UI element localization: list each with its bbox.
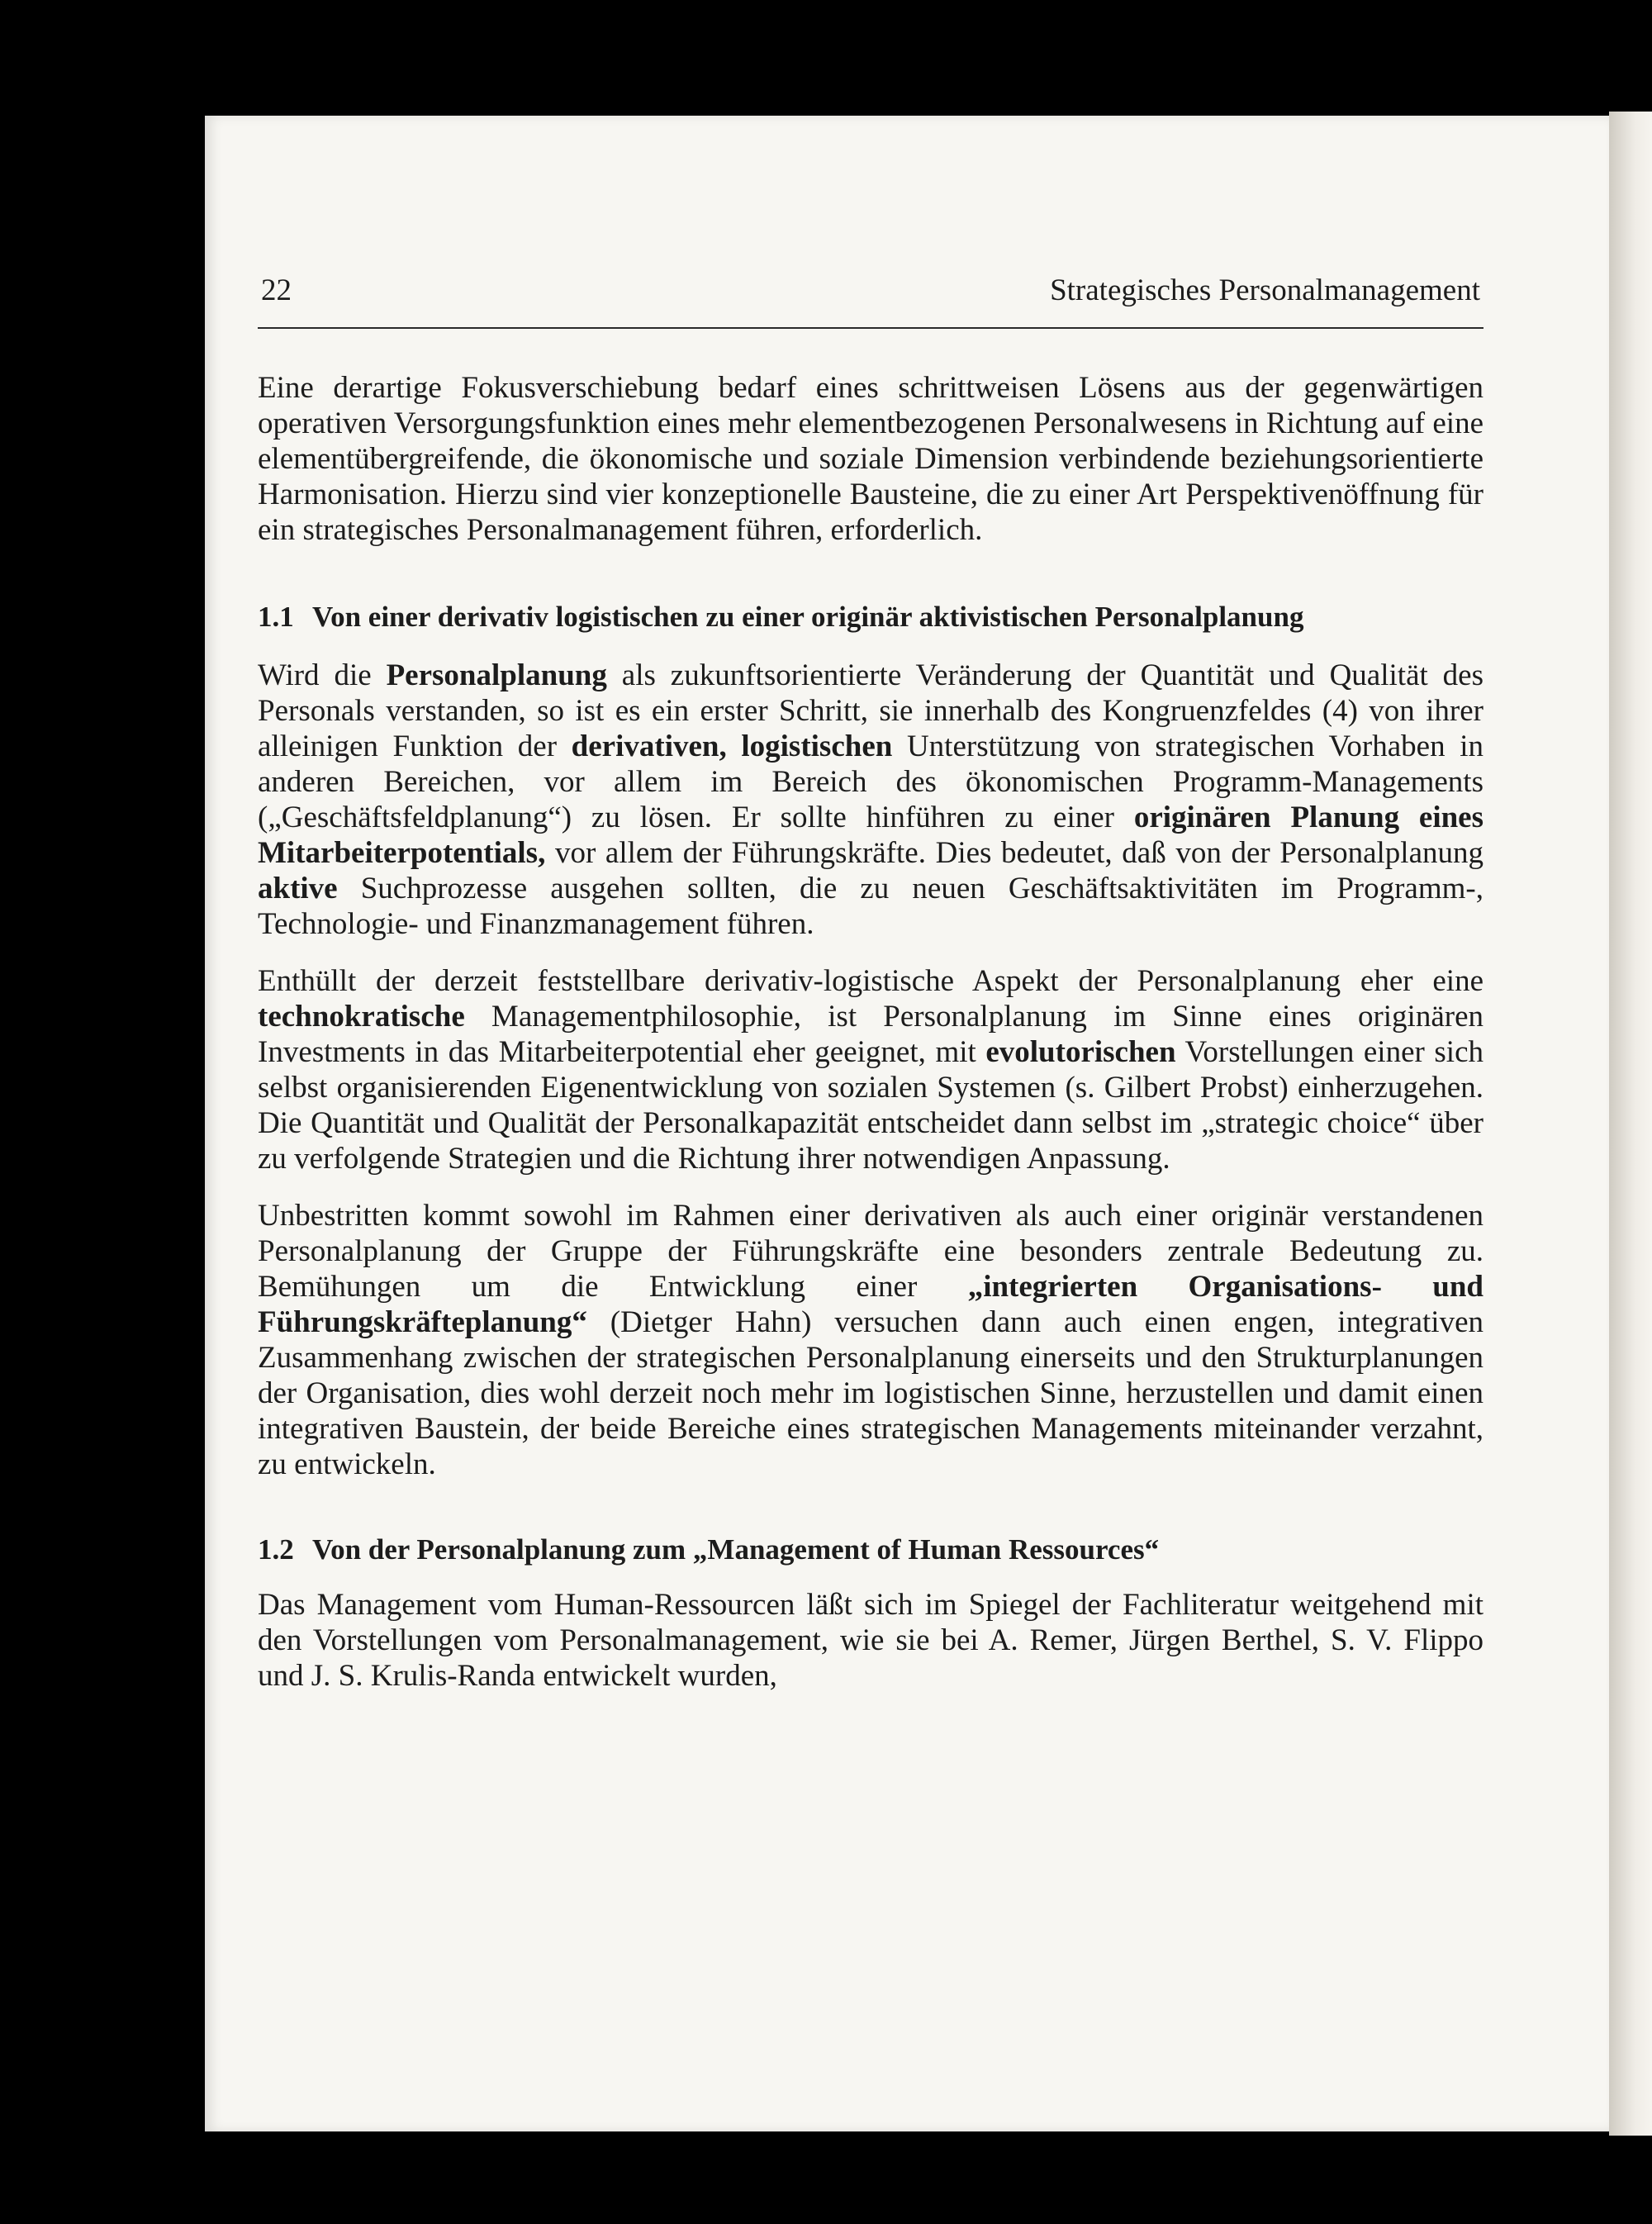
- bold-term: technokratische: [258, 1000, 465, 1034]
- text-run: Suchprozesse ausgehen sollten, die zu neuen Geschäftsaktivitäten im Programm-, Technologie- und Finanzmanagement führen.: [258, 872, 1483, 941]
- bold-term: derivativen, logistischen: [571, 729, 893, 763]
- text-run: Vorstellungen einer sich selbst organisierenden Eigenentwicklung von sozialen Systemen (s. Gilbert Probst) einherzugehen. Die Quantität und Qualität der Personalkapazität entscheidet dann selbst im „strategic choice“ über zu verfolgende Strategien und die Richtung ihrer notwendigen Anpassung.: [258, 1035, 1483, 1176]
- text-run: Unbestritten kommt sowohl im Rahmen einer derivativen als auch einer originär verstandenen Personalplanung der Gruppe der Führungskräfte eine besonders zentrale Bedeutung zu. Bemühungen um die Entwicklung einer: [258, 1199, 1483, 1304]
- section-heading-1-2: [258, 1532, 1483, 1567]
- text-run: Enthüllt der derzeit feststellbare derivativ-logistische Aspekt der Personalplanung eher eine: [258, 964, 1483, 998]
- facing-page-edge: [1609, 112, 1652, 2136]
- bold-term: aktive: [258, 872, 338, 905]
- section-title: Von einer derivativ logistischen zu einer originär aktivistischen Personalplanung: [312, 601, 1304, 633]
- text-run: Managementphilosophie, ist Personalplanung im Sinne eines originären Investments in das Mitarbeiterpotential eher geeignet, mit: [258, 1000, 1483, 1069]
- text-run: Unterstützung von strategischen Vorhaben in anderen Bereichen, vor allem im Bereich des ökonomischen Programm-Managements („Geschäftsfeldplanung“) zu lösen. Er sollte hinführen zu einer: [258, 729, 1483, 834]
- body-text: [258, 370, 1483, 1694]
- paragraph-personalplanung: [258, 658, 1483, 942]
- section-number: 1.1: [258, 601, 294, 633]
- text-run: (Dietger Hahn) versuchen dann auch einen engen, integrativen Zusammenhang zwischen der strategischen Personalplanung einerseits und den Strukturplanungen der Organisation, dies wohl derzeit noch mehr im logistischen Sinne, herzustellen und damit einen integrativen Baustein, der beide Bereiche eines strategischen Managements miteinander verzahnt, zu entwickeln.: [258, 1305, 1483, 1481]
- bold-term: evolutorischen: [985, 1035, 1176, 1069]
- text-run: vor allem der Führungskräfte. Dies bedeutet, daß von der Personalplanung: [545, 836, 1483, 870]
- page-number: 22: [261, 273, 292, 307]
- section-title: Von der Personalplanung zum „Management of Human Ressources“: [312, 1533, 1160, 1566]
- paragraph-human-ressourcen: Das Management vom Human-Ressourcen läßt sich im Spiegel der Fachliteratur weitgehend mit den Vorstellungen vom Personalmanagement, wie sie bei A. Remer, Jürgen Berthel, S. V. Flippo und J. S. Krulis-Randa entwickelt wurden,: [258, 1588, 1483, 1693]
- text-run: Wird die: [258, 658, 387, 692]
- section-heading-1-1: [258, 599, 1483, 634]
- bold-term: „integrierten Organisations- und Führungskräfteplanung“: [258, 1270, 1483, 1339]
- bold-term: Personalplanung: [386, 658, 607, 692]
- section-number: 1.2: [258, 1533, 294, 1566]
- bold-term: originären Planung eines Mitarbeiterpotentials,: [258, 801, 1484, 870]
- text-run: als zukunftsorientierte Veränderung der Quantität und Qualität des Personals verstanden, so ist es ein erster Schritt, sie innerhalb des Kongruenzfeldes (4) von ihrer alleinigen Funktion der: [258, 658, 1483, 763]
- paragraph-fuehrungskraefte: [258, 1198, 1483, 1482]
- running-title: Strategisches Personalmanagement: [1050, 273, 1480, 307]
- paragraph-intro: Eine derartige Fokusverschiebung bedarf eines schrittweisen Lösens aus der gegenwärtigen operativen Versorgungsfunktion eines mehr elementbezogenen Personalwesens in Richtung auf eine elementübergreifende, die ökonomische und soziale Dimension verbindende beziehungsorientierte Harmonisation. Hierzu sind vier konzeptionelle Bausteine, die zu einer Art Perspektivenöffnung für ein strategisches Personalmanagement führen, erforderlich.: [258, 371, 1483, 547]
- paragraph-managementphilosophie: [258, 963, 1483, 1176]
- running-head: [258, 263, 1483, 329]
